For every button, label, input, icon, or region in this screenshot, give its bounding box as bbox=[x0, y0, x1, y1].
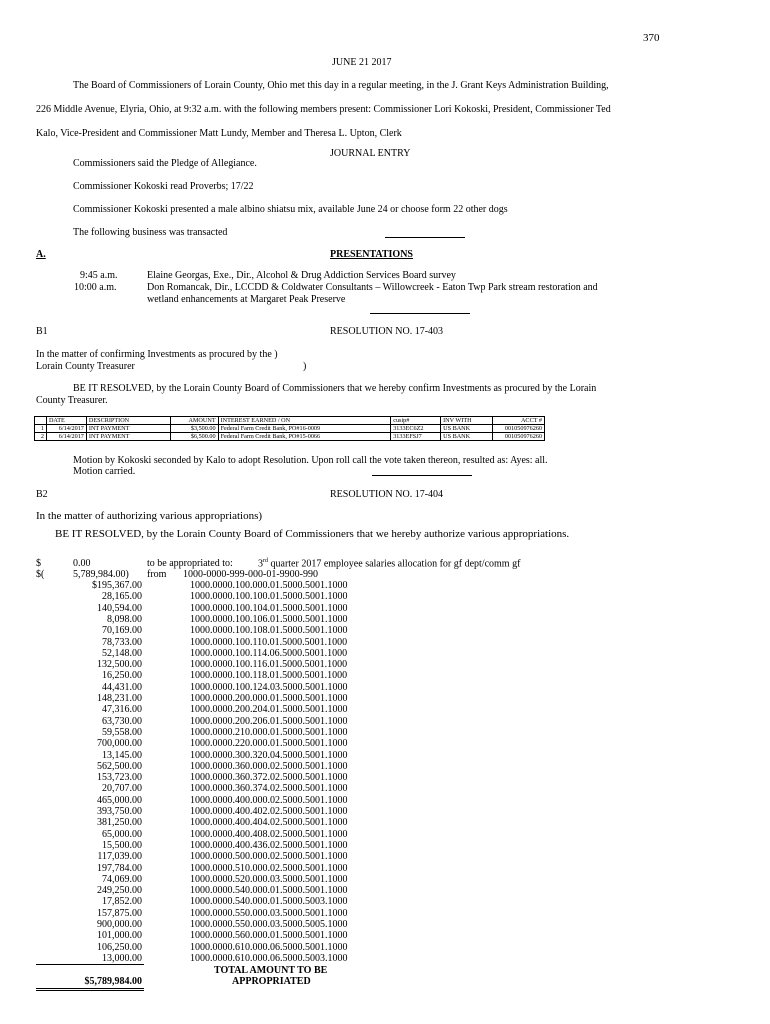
b1-matter-paren: ) bbox=[303, 361, 307, 372]
date-heading: JUNE 21 2017 bbox=[332, 57, 392, 68]
from-label: from bbox=[147, 569, 167, 580]
table-row bbox=[35, 425, 545, 433]
total-label-line-1: TOTAL AMOUNT TO BE bbox=[214, 965, 328, 976]
appropriation-account-item: 1000.0000.540.000.01.5000.5001.1000 bbox=[190, 885, 348, 897]
appropriation-account-item: 1000.0000.520.000.03.5000.5001.1000 bbox=[190, 873, 348, 885]
opening-proverbs: Commissioner Kokoski read Proverbs; 17/22 bbox=[73, 181, 254, 192]
b2-matter: In the matter of authorizing various appropriations) bbox=[36, 510, 263, 522]
b1-resolved-line-2: County Treasurer. bbox=[36, 395, 108, 406]
appropriation-account-item: 1000.0000.550.000.03.5000.5005.1000 bbox=[190, 919, 348, 930]
table-cell: 2 bbox=[35, 433, 47, 441]
appropriation-amount-item: 900,000.00 bbox=[97, 919, 142, 930]
table-header: INV WITH bbox=[441, 417, 493, 425]
total-label-line-2: APPROPRIATED bbox=[232, 976, 311, 987]
appropriation-account-item: 1000.0000.100.106.01.5000.5001.1000 bbox=[190, 613, 348, 625]
appropriation-account-item: 1000.0000.400.402.02.5000.5001.1000 bbox=[190, 806, 348, 817]
ordinal-suffix: rd bbox=[263, 558, 268, 564]
appropriation-account-item: 1000.0000.100.104.01.5000.5001.1000 bbox=[190, 602, 348, 614]
appropriation-amount-item: 700,000.00 bbox=[97, 738, 142, 750]
appropriation-amount-item: 132,500.00 bbox=[97, 659, 142, 671]
appropriation-account-item: 1000.0000.200.000.01.5000.5001.1000 bbox=[190, 693, 348, 704]
b2-resolved: BE IT RESOLVED, by the Lorain County Board of Commissioners that we hereby authorize various appropriations. bbox=[55, 528, 570, 540]
appropriation-account-item: 1000.0000.100.100.01.5000.5001.1000 bbox=[190, 591, 348, 603]
b1-label: B1 bbox=[36, 326, 48, 337]
table-cell: Federal Farm Credit Bank, PO#15-0066 bbox=[218, 433, 391, 441]
appropriation-amount-item: 47,316.00 bbox=[102, 704, 142, 716]
table-cell: 1 bbox=[35, 425, 47, 433]
appropriation-amount: 0.00 bbox=[73, 558, 91, 569]
appropriation-account-item: 1000.0000.400.436.02.5000.5001.1000 bbox=[190, 839, 348, 851]
from-account: 1000-0000-999-000-01-9900-990 bbox=[183, 569, 318, 580]
table-header: AMOUNT bbox=[170, 417, 218, 425]
appropriation-amount-item: 157,875.00 bbox=[97, 907, 142, 919]
appropriation-amount-item: 15,500.00 bbox=[102, 839, 142, 851]
appropriation-account-item: 1000.0000.360.374.02.5000.5001.1000 bbox=[190, 783, 348, 795]
table-cell: 001050976260 bbox=[493, 433, 545, 441]
presentation-text: Elaine Georgas, Exe., Dir., Alcohol & Drug Addiction Services Board survey bbox=[147, 270, 456, 281]
b1-resolution: RESOLUTION NO. 17-403 bbox=[330, 326, 444, 337]
total-amount: $5,789,984.00 bbox=[84, 976, 142, 987]
appropriation-account-item: 1000.0000.100.124.03.5000.5001.1000 bbox=[190, 681, 348, 693]
appropriation-amount-item: 63,730.00 bbox=[102, 715, 142, 727]
appropriation-amount-item: 59,558.00 bbox=[102, 726, 142, 738]
table-row bbox=[35, 433, 545, 441]
appropriation-amount-item: 65,000.00 bbox=[102, 828, 142, 840]
appropriation-amount-item: 74,069.00 bbox=[102, 873, 142, 885]
table-header bbox=[35, 417, 47, 425]
appropriation-account-item: 1000.0000.360.000.02.5000.5001.1000 bbox=[190, 760, 348, 772]
presentation-text-cont: wetland enhancements at Margaret Peak Preserve bbox=[147, 294, 346, 305]
table-cell: US BANK bbox=[441, 425, 493, 433]
total-double-rule bbox=[36, 990, 144, 991]
appropriation-account-item: 1000.0000.200.204.01.5000.5001.1000 bbox=[190, 704, 348, 716]
ordinal-number: 3 bbox=[258, 558, 263, 570]
appropriation-amount-item: 70,169.00 bbox=[102, 625, 142, 637]
appropriation-amount-item: 52,148.00 bbox=[102, 647, 142, 659]
presentation-time: 10:00 a.m. bbox=[74, 282, 117, 293]
intro-line-3: Kalo, Vice-President and Commissioner Matt Lundy, Member and Theresa L. Upton, Clerk bbox=[36, 128, 402, 139]
table-header: cusip# bbox=[391, 417, 441, 425]
appropriation-account-item: 1000.0000.400.000.02.5000.5001.1000 bbox=[190, 794, 348, 806]
appropriation-amount-item: 465,000.00 bbox=[97, 794, 142, 806]
appropriation-account-item: 1000.0000.210.000.01.5000.5001.1000 bbox=[190, 726, 348, 738]
table-cell: 3133EC6Z2 bbox=[391, 425, 441, 433]
appropriation-amount-item: 148,231.00 bbox=[97, 693, 142, 704]
opening-business: The following business was transacted bbox=[73, 227, 228, 238]
table-header: ACCT # bbox=[493, 417, 545, 425]
divider bbox=[372, 475, 472, 476]
b1-motion-line-1: Motion by Kokoski seconded by Kalo to adopt Resolution. Upon roll call the vote taken thereon, resulted as: Ayes: all. bbox=[73, 455, 548, 466]
appropriation-account-item: 1000.0000.100.118.01.5000.5001.1000 bbox=[190, 670, 348, 682]
intro-line-1: The Board of Commissioners of Lorain County, Ohio met this day in a regular meeting, in the J. Grant Keys Administration Building, bbox=[73, 80, 609, 91]
opening-dog: Commissioner Kokoski presented a male albino shiatsu mix, available June 24 or choose form 22 other dogs bbox=[73, 204, 508, 215]
table-cell: 3133EFSJ7 bbox=[391, 433, 441, 441]
section-a-label: A. bbox=[36, 249, 46, 260]
appropriation-amount-item: 78,733.00 bbox=[102, 636, 142, 648]
presentation-time: 9:45 a.m. bbox=[80, 270, 118, 281]
investments-table bbox=[34, 416, 545, 441]
b2-resolution: RESOLUTION NO. 17-404 bbox=[330, 489, 444, 500]
appropriation-amount-item: 562,500.00 bbox=[97, 760, 142, 772]
appropriation-symbol: $ bbox=[36, 558, 41, 569]
appropriation-account-item: 1000.0000.500.000.02.5000.5001.1000 bbox=[190, 851, 348, 863]
table-cell: $3,500.00 bbox=[170, 425, 218, 433]
appropriation-amount-item: 8,098.00 bbox=[107, 613, 142, 625]
appropriation-account-item: 1000.0000.540.000.01.5000.5003.1000 bbox=[190, 896, 348, 908]
appropriation-account-item: 1000.0000.220.000.01.5000.5001.1000 bbox=[190, 738, 348, 750]
table-header-row bbox=[35, 417, 545, 425]
intro-line-2: 226 Middle Avenue, Elyria, Ohio, at 9:32 a.m. with the following members present: Commissioner Lori Kokoski, President, Commissioner Ted bbox=[36, 104, 611, 115]
table-cell: 6/14/2017 bbox=[46, 425, 86, 433]
b1-matter-line-1: In the matter of confirming Investments as procured by the ) bbox=[36, 349, 278, 360]
appropriation-amount-item: 197,784.00 bbox=[97, 862, 142, 874]
appropriation-account-item: 1000.0000.100.110.01.5000.5001.1000 bbox=[190, 636, 348, 648]
appropriation-account-item: 1000.0000.200.206.01.5000.5001.1000 bbox=[190, 715, 348, 727]
appropriation-amount-item: 140,594.00 bbox=[97, 602, 142, 614]
appropriation-account-item: 1000.0000.100.108.01.5000.5001.1000 bbox=[190, 625, 348, 637]
appropriation-amount-item: 381,250.00 bbox=[97, 817, 142, 829]
appropriation-amount-item: 393,750.00 bbox=[97, 806, 142, 817]
table-header: DESCRIPTION bbox=[86, 417, 170, 425]
divider bbox=[385, 237, 465, 238]
table-cell: 001050976260 bbox=[493, 425, 545, 433]
appropriation-amount-item: 101,000.00 bbox=[97, 930, 142, 942]
page-number: 370 bbox=[643, 32, 660, 44]
section-a-title: PRESENTATIONS bbox=[330, 249, 413, 260]
table-cell: Federal Farm Credit Bank, PO#16-0009 bbox=[218, 425, 391, 433]
appropriation-account-item: 1000.0000.510.000.02.5000.5001.1000 bbox=[190, 862, 348, 874]
appropriation-amount-item: 249,250.00 bbox=[97, 885, 142, 897]
opening-pledge: Commissioners said the Pledge of Allegiance. bbox=[73, 158, 257, 169]
appropriation-account-item: 1000.0000.400.408.02.5000.5001.1000 bbox=[190, 828, 348, 840]
appropriation-account-item: 1000.0000.400.404.02.5000.5001.1000 bbox=[190, 817, 348, 829]
b2-label: B2 bbox=[36, 489, 48, 500]
table-cell: $6,500.00 bbox=[170, 433, 218, 441]
table-cell: INT PAYMENT bbox=[86, 433, 170, 441]
appropriation-label: to be appropriated to: bbox=[147, 558, 233, 569]
appropriation-account-item: 1000.0000.550.000.03.5000.5001.1000 bbox=[190, 907, 348, 919]
appropriation-desc bbox=[258, 558, 520, 569]
appropriation-amount-item: $195,367.00 bbox=[92, 580, 142, 591]
appropriation-account-item: 1000.0000.100.114.06.5000.5001.1000 bbox=[190, 647, 348, 659]
appropriation-amount-item: 44,431.00 bbox=[102, 681, 142, 693]
appropriation-account-item: 1000.0000.100.000.01.5000.5001.1000 bbox=[190, 580, 348, 591]
presentation-text: Don Romancak, Dir., LCCDD & Coldwater Consultants – Willowcreek - Eaton Twp Park stream restoration and bbox=[147, 282, 598, 293]
from-symbol: $( bbox=[36, 569, 45, 580]
journal-entry-heading: JOURNAL ENTRY bbox=[330, 148, 411, 159]
table-cell: 6/14/2017 bbox=[46, 433, 86, 441]
table-cell: INT PAYMENT bbox=[86, 425, 170, 433]
appropriation-account-item: 1000.0000.100.116.01.5000.5001.1000 bbox=[190, 659, 348, 671]
appropriation-amount-item: 16,250.00 bbox=[102, 670, 142, 682]
appropriation-amount-item: 117,039.00 bbox=[97, 851, 142, 863]
b1-resolved-line-1: BE IT RESOLVED, by the Lorain County Board of Commissioners that we hereby confirm Investments as procured by the Lorain bbox=[73, 383, 597, 394]
table-cell: US BANK bbox=[441, 433, 493, 441]
b1-motion-line-2: Motion carried. bbox=[73, 466, 136, 477]
appropriation-account-item: 1000.0000.560.000.01.5000.5001.1000 bbox=[190, 930, 348, 942]
appropriation-desc-text: quarter 2017 employee salaries allocation for gf dept/comm gf bbox=[268, 558, 521, 570]
appropriation-account-item: 1000.0000.300.320.04.5000.5001.1000 bbox=[190, 749, 348, 761]
appropriation-amount-item: 28,165.00 bbox=[102, 591, 142, 603]
appropriation-account-item: 1000.0000.610.000.06.5000.5003.1000 bbox=[190, 952, 348, 964]
from-amount: 5,789,984.00) bbox=[73, 569, 129, 580]
appropriation-amount-item: 13,145.00 bbox=[102, 749, 142, 761]
appropriation-amount-item: 13,000.00 bbox=[102, 952, 142, 964]
appropriation-amount-item: 20,707.00 bbox=[102, 783, 142, 795]
table-header: DATE bbox=[46, 417, 86, 425]
appropriation-amount-item: 17,852.00 bbox=[102, 896, 142, 908]
appropriation-amount-item: 153,723.00 bbox=[97, 772, 142, 784]
table-header: INTEREST EARNED / ON bbox=[218, 417, 391, 425]
appropriation-account-item: 1000.0000.360.372.02.5000.5001.1000 bbox=[190, 772, 348, 784]
appropriation-account-item: 1000.0000.610.000.06.5000.5001.1000 bbox=[190, 941, 348, 953]
total-rule bbox=[36, 964, 144, 965]
appropriation-amount-item: 106,250.00 bbox=[97, 941, 142, 953]
divider bbox=[370, 313, 470, 314]
b1-matter-line-2: Lorain County Treasurer bbox=[36, 361, 135, 372]
total-double-rule bbox=[36, 988, 144, 989]
